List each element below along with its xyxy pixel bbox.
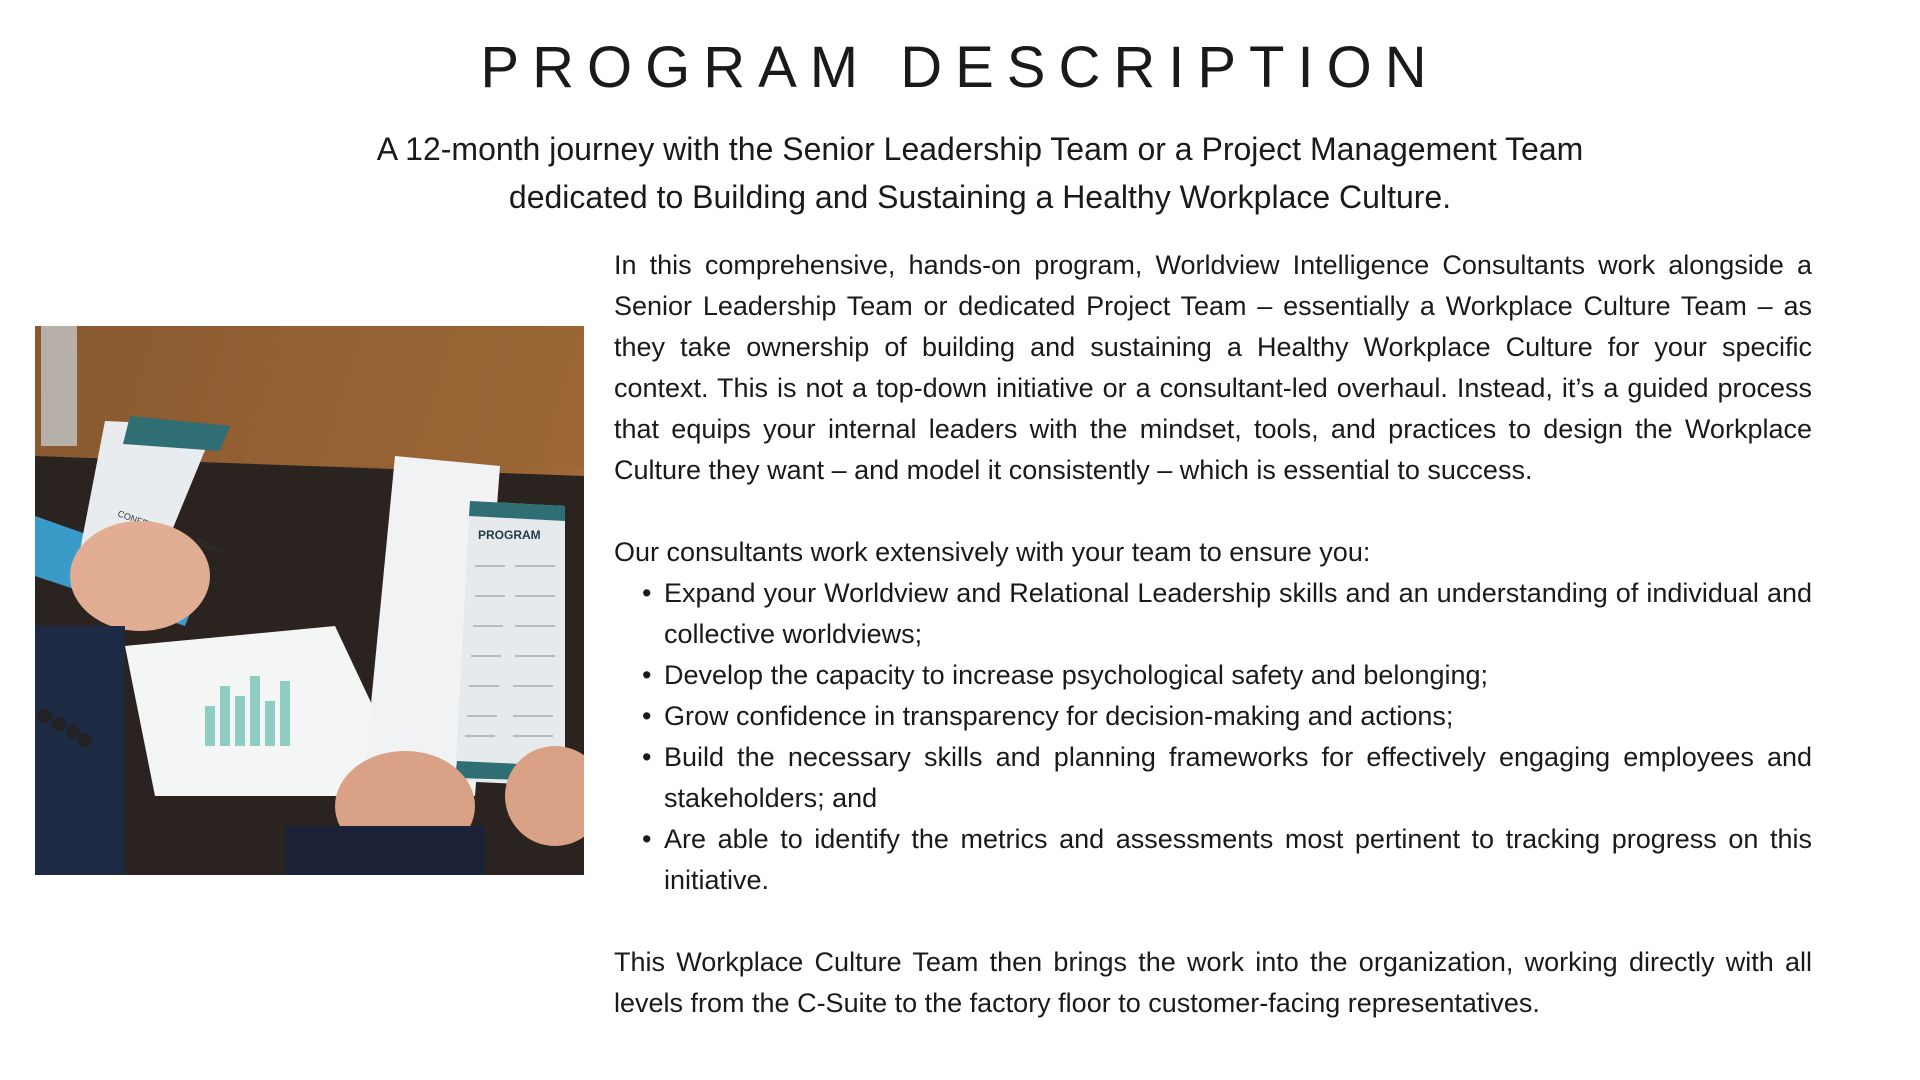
brochure-heading: PROGRAM <box>478 528 541 542</box>
left-brochure-label: PROGRAM <box>177 530 225 557</box>
spacer <box>614 901 1812 942</box>
list-item: • Develop the capacity to increase psychological safety and belonging; <box>642 660 1489 690</box>
list-item: • Expand your Worldview and Relational Leadership skills and an understanding of individual and collective worldviews; <box>642 578 1812 649</box>
program-body <box>614 245 1812 1024</box>
list-item: • Are able to identify the metrics and assessments most pertinent to tracking progress on this initiative. <box>642 824 1812 895</box>
subtitle-line-2: dedicated to Building and Sustaining a Healthy Workplace Culture. <box>508 179 1452 215</box>
outcomes-list <box>614 573 1812 901</box>
list-item-text: Grow confidence in transparency for decision-making and actions; <box>664 701 1454 731</box>
page-title: PROGRAM DESCRIPTION <box>480 35 1440 100</box>
list-item-text: Are able to identify the metrics and assessments most pertinent to tracking progress on this initiative. <box>664 824 1812 895</box>
list-item-text: Develop the capacity to increase psychological safety and belonging; <box>664 660 1489 690</box>
paragraph-intro: Our consultants work extensively with your team to ensure you: <box>614 537 1371 567</box>
spacer <box>614 491 1812 532</box>
list-item-text: Expand your Worldview and Relational Leadership skills and an understanding of individual and collective worldviews; <box>664 578 1812 649</box>
program-brochure-photo <box>35 326 584 875</box>
subtitle <box>260 125 1700 221</box>
list-item: • Grow confidence in transparency for decision-making and actions; <box>642 701 1454 731</box>
paragraph-overview: In this comprehensive, hands-on program, Worldview Intelligence Consultants work alongside a Senior Leadership Team or dedicated Project Team – essentially a Workplace Culture Team – as they take ownership of building and sustaining a Healthy Workplace Culture for your specific context. This is not a top-down initiative or a consultant-led overhaul. Instead, it’s a guided process that equips your internal leaders with the mindset, tools, and practices to design the Workplace Culture they want – and model it consistently – which is essential to success. <box>614 250 1812 485</box>
list-item-text: Build the necessary skills and planning frameworks for effectively engaging employees and stakeholders; and <box>664 742 1812 813</box>
list-item: • Build the necessary skills and planning frameworks for effectively engaging employees and stakeholders; and <box>642 742 1812 813</box>
subtitle-line-1: A 12-month journey with the Senior Leadership Team or a Project Management Team <box>376 131 1584 167</box>
paragraph-closing: This Workplace Culture Team then brings the work into the organization, working directly with all levels from the C-Suite to the factory floor to customer-facing representatives. <box>614 947 1812 1018</box>
